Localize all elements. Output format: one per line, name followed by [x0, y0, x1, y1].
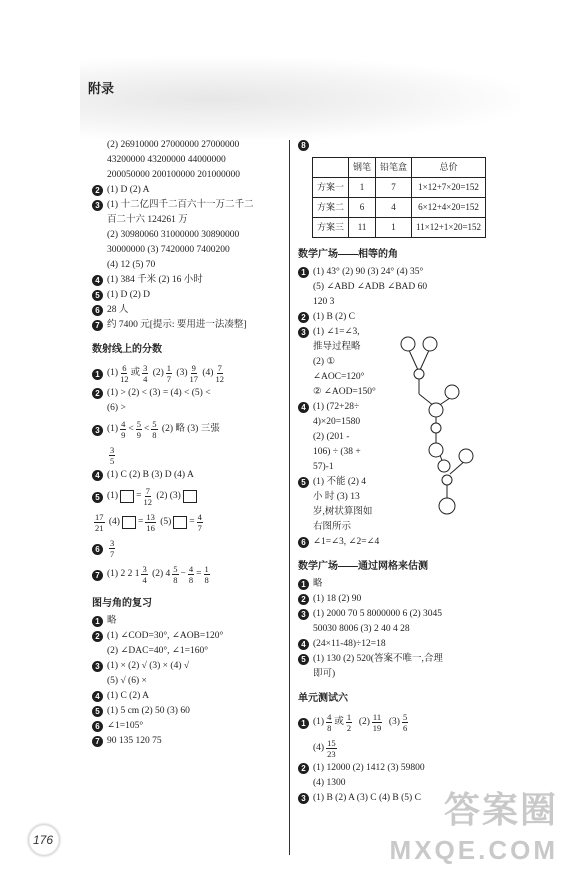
fraction: $\frac{4}{8}$ — [188, 563, 194, 585]
table-header-row — [313, 158, 486, 178]
number-badge: 1 — [298, 579, 309, 590]
tree-node — [439, 498, 455, 514]
plan-table — [312, 157, 486, 238]
number-badge: 7 — [92, 736, 103, 747]
answer-1: 1 (1) 43° (2) 90 (3) 24° (4) 35° — [298, 265, 498, 280]
answer-line: 120 3 — [313, 297, 335, 307]
answer-line: (6) > — [107, 403, 126, 413]
answer-3: 3 (1) 十二亿四千二百六十一万二千二 — [92, 198, 288, 213]
fraction: $\frac{3}{4}$ — [142, 563, 147, 585]
answer-line — [92, 442, 288, 468]
fraction: $\frac{9}{17}$ — [189, 362, 198, 384]
fraction: $\frac{3}{7}$ — [110, 537, 115, 559]
fraction: $\frac{7}{12}$ — [143, 485, 152, 507]
tree-node — [429, 403, 443, 417]
answer-line: (2) 30980060 31000000 30890000 — [107, 230, 240, 240]
number-badge: 4 — [92, 470, 103, 481]
answer-line: 岁,树状算图如 — [313, 507, 373, 517]
number-badge: 3 — [92, 661, 103, 672]
answer-line: (5) √ (6) × — [107, 676, 147, 686]
number-badge: 1 — [298, 718, 309, 729]
page-number: 176 — [33, 833, 54, 847]
number-badge: 2 — [92, 388, 103, 399]
answer-line: 即可) — [313, 669, 336, 679]
answer-line: 百二十六 124261 万 — [107, 215, 188, 225]
answer-line: (4) 1300 — [313, 778, 346, 788]
number-badge: 1 — [92, 616, 103, 627]
column-divider — [289, 140, 290, 855]
number-badge: 6 — [92, 305, 103, 316]
answer-5: 5 (1) 130 (2) 520(答案不唯一,合理 — [298, 652, 498, 667]
answer-line: (2) ∠DAC=40°, ∠1=160° — [107, 646, 208, 656]
answer-line: 30000000 (3) 7420000 7400200 — [107, 245, 230, 255]
answer-line: (4) $\frac{15}{23}$ — [313, 737, 336, 759]
number-badge: 4 — [92, 691, 103, 702]
answer-line: (5) ∠ABD ∠ADB ∠BAD 60 — [313, 282, 428, 292]
number-badge: 4 — [298, 402, 309, 413]
tree-node — [423, 337, 437, 351]
table-header: 铅笔盒 — [376, 158, 412, 178]
answer-box — [183, 490, 197, 503]
answer-line: (2) (201 - — [313, 432, 350, 442]
fraction: $\frac{5}{8}$ — [173, 563, 178, 585]
answer-3: 3 (1) ∠1=∠3, — [298, 325, 498, 340]
answer-4: 4 (1) 384 千米 (2) 16 小时 — [92, 273, 288, 288]
fraction: $\frac{3}{5}$ — [110, 444, 115, 466]
number-badge: 1 — [92, 369, 103, 380]
answer-7: 7 (1) 2 2 1 $\frac{3}{4}$ (2) 4 $\frac{5}{8}$ − $\frac{4}{8}$ = $\frac{1}{8}$ — [92, 561, 288, 587]
answer-line: ② ∠AOD=150° — [313, 387, 376, 397]
answer-8 — [298, 138, 498, 153]
answer-2: 2 (1) 18 (2) 90 — [298, 592, 498, 607]
table-header: 总价 — [412, 158, 486, 178]
number-badge: 5 — [92, 706, 103, 717]
answer-1: 1 略 — [92, 614, 288, 629]
answer-2: 2 (1) 12000 (2) 1412 (3) 59800 — [298, 761, 498, 776]
section-title: 数学广场——通过网格来估测 — [298, 561, 428, 572]
number-badge: 7 — [92, 320, 103, 331]
page-title: 附录 — [88, 81, 115, 96]
answer-line: 推导过程略 — [313, 342, 361, 352]
table-row: 方案三 11 1 11×12+1×20=152 — [313, 218, 486, 238]
answer-4: 4 (1) (72+28÷ — [298, 400, 498, 415]
number-badge: 6 — [92, 721, 103, 732]
number-badge: 7 — [92, 570, 103, 581]
table-row: 方案一 1 7 1×12+7×20=152 — [313, 178, 486, 198]
table-header: 钢笔 — [349, 158, 376, 178]
number-badge: 4 — [298, 639, 309, 650]
number-badge: 2 — [92, 631, 103, 642]
answer-4: 4 (1) C (2) B (3) D (4) A — [92, 468, 288, 483]
answer-1: 1 (1) $\frac{6}{12}$ 或 $\frac{3}{4}$ (2) $\frac{1}{7}$ (3) $\frac{9}{17}$ (4) $\frac{7}{12}$ — [92, 360, 288, 386]
fraction: $\frac{4}{7}$ — [197, 511, 202, 533]
answer-6: 6 ∠1=105° — [92, 719, 288, 734]
answer-3: 3 (1) $\frac{4}{9}$ < $\frac{5}{9}$ < $\frac{5}{8}$ (2) 略 (3) 三張 — [92, 416, 288, 442]
fraction: $\frac{5}{9}$ — [136, 418, 141, 440]
answer-5: 5 (1) 不能 (2) 4 — [298, 475, 498, 490]
answer-5: 5 (1) = $\frac{7}{12}$ (2) (3) — [92, 483, 288, 509]
answer-line: (4) 12 (5) 70 — [107, 260, 156, 270]
number-badge: 5 — [92, 290, 103, 301]
fraction: $\frac{11}{19}$ — [372, 711, 382, 733]
left-column — [92, 138, 288, 749]
tree-node — [414, 369, 424, 379]
answer-box — [122, 516, 136, 529]
answer-line: 57)-1 — [313, 462, 334, 472]
answer-5: 5 (1) D (2) D — [92, 288, 288, 303]
number-badge: 8 — [298, 140, 309, 151]
answer-box — [173, 516, 187, 529]
answer-7: 7 90 135 120 75 — [92, 734, 288, 749]
fraction: $\frac{5}{8}$ — [152, 418, 157, 440]
tree-node — [431, 423, 441, 433]
answer-line: $\frac{17}{21}$ (4) = $\frac{13}{16}$ (5) = $\frac{4}{7}$ — [95, 511, 202, 533]
answer-line: 小 时 (3) 13 — [313, 492, 360, 502]
answer-line: 右图所示 — [313, 522, 352, 532]
number-badge: 2 — [298, 594, 309, 605]
answer-6: 6 ∠1=∠3, ∠2=∠4 — [298, 535, 498, 550]
fraction: $\frac{4}{8}$ — [327, 711, 332, 733]
answer-3: 3 (1) × (2) √ (3) × (4) √ — [92, 659, 288, 674]
fraction: $\frac{5}{6}$ — [402, 711, 408, 733]
answer-line: 50030 8006 (3) 2 40 4 28 — [313, 624, 410, 634]
tree-node — [445, 385, 459, 399]
section-title: 单元测试六 — [298, 693, 348, 704]
answer-4: 4 (24×11-48)÷12=18 — [298, 637, 498, 652]
number-badge: 6 — [298, 537, 309, 548]
number-badge: 2 — [298, 763, 309, 774]
answer-1: 1 (1) $\frac{4}{8}$ 或 $\frac{1}{2}$ (2) $\frac{11}{19}$ (3) $\frac{5}{6}$ — [298, 709, 498, 735]
number-badge: 3 — [298, 609, 309, 620]
answer-line: ∠AOC=120° — [313, 372, 365, 382]
header-decoration — [80, 58, 520, 140]
fraction: $\frac{1}{2}$ — [346, 711, 352, 733]
section-title: 数射线上的分数 — [92, 344, 162, 355]
fraction: $\frac{17}{21}$ — [95, 511, 104, 533]
tree-diagram — [400, 336, 490, 522]
tree-node — [438, 460, 450, 472]
answer-2: 2 (1) B (2) C — [298, 310, 498, 325]
answer-7: 7 约 7400 元[提示: 要用进一法凑整] — [92, 318, 288, 333]
fraction: $\frac{15}{23}$ — [327, 737, 336, 759]
answer-box — [120, 490, 134, 503]
fraction: $\frac{1}{7}$ — [166, 362, 172, 384]
section-title: 数学广场——相等的角 — [298, 249, 398, 260]
fraction: $\frac{6}{12}$ — [120, 362, 129, 384]
tree-node — [459, 449, 473, 463]
answer-6 — [92, 535, 288, 561]
fraction: $\frac{4}{9}$ — [121, 418, 126, 440]
number-badge: 2 — [92, 185, 103, 196]
tree-node — [401, 337, 415, 351]
table-header — [313, 158, 349, 178]
number-badge: 4 — [92, 275, 103, 286]
number-badge: 3 — [298, 793, 309, 804]
answer-6: 6 28 人 — [92, 303, 288, 318]
answer-line: 43200000 43200000 44000000 — [107, 155, 226, 165]
answer-4: 4 (1) C (2) A — [92, 689, 288, 704]
table-row: 方案二 6 4 6×12+4×20=152 — [313, 198, 486, 218]
number-badge: 2 — [298, 312, 309, 323]
answer-5: 5 (1) 5 cm (2) 50 (3) 60 — [92, 704, 288, 719]
answer-2: 2 (1) D (2) A — [92, 183, 288, 198]
number-badge: 1 — [298, 267, 309, 278]
fraction: $\frac{13}{16}$ — [146, 511, 155, 533]
number-badge: 5 — [298, 477, 309, 488]
answer-line: 200050000 200100000 201000000 — [107, 170, 240, 180]
answer-line: 106) ÷ (38 + — [313, 447, 361, 457]
answer-1: 1 略 — [298, 577, 498, 592]
answer-line: (2) ① — [313, 357, 335, 367]
fraction: $\frac{7}{12}$ — [215, 362, 224, 384]
number-badge: 6 — [92, 544, 103, 555]
answer-3: 3 (1) B (2) A (3) C (4) B (5) C — [298, 791, 498, 806]
number-badge: 3 — [92, 200, 103, 211]
answer-2: 2 (1) ∠COD=30°, ∠AOB=120° — [92, 629, 288, 644]
section-title: 图与角的复习 — [92, 598, 152, 609]
number-badge: 3 — [92, 425, 103, 436]
answer-3: 3 (1) 2000 70 5 8000000 6 (2) 3045 — [298, 607, 498, 622]
fraction: $\frac{3}{4}$ — [143, 362, 148, 384]
number-badge: 5 — [92, 492, 103, 503]
answer-line: 4)×20=1580 — [313, 417, 361, 427]
answer-line: (2) 26910000 27000000 27000000 — [107, 140, 240, 150]
number-badge: 5 — [298, 654, 309, 665]
fraction: $\frac{1}{8}$ — [204, 563, 209, 585]
tree-node — [429, 443, 443, 457]
watermark-logo: 答案圈 MXQE.COM — [389, 789, 558, 865]
tree-node — [442, 475, 452, 485]
answer-2: 2 (1) > (2) < (3) = (4) < (5) < — [92, 386, 288, 401]
number-badge: 3 — [298, 327, 309, 338]
